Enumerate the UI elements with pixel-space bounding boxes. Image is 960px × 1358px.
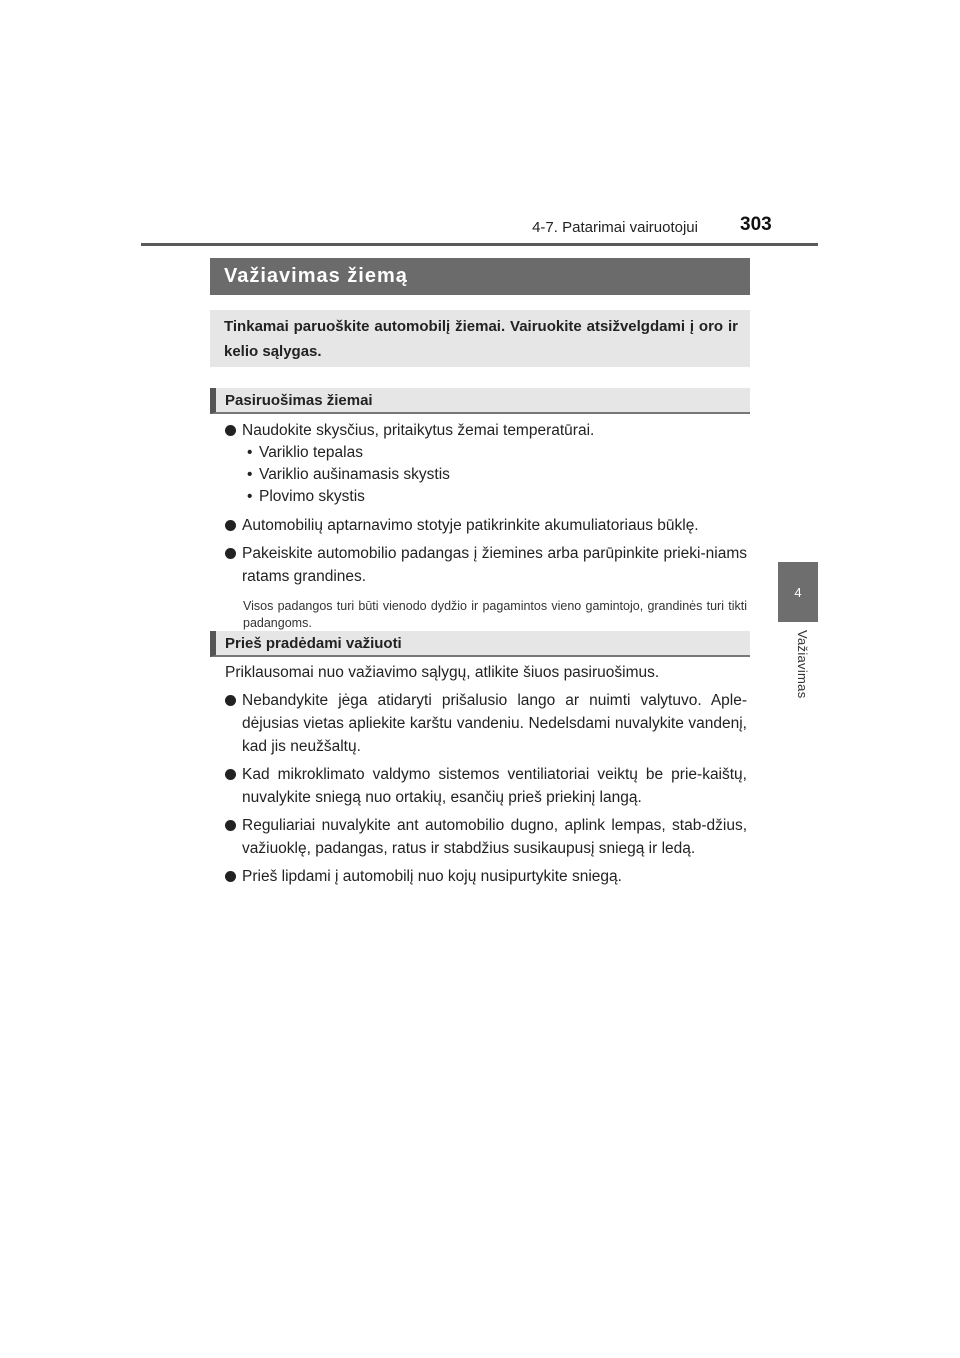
note-text: Visos padangos turi būti vienodo dydžio ir pagamintos vieno gamintojo, grandinės turi tikti padangoms. xyxy=(243,599,747,630)
list-item-text: Nebandykite jėga atidaryti prišalusio lango ar nuimti valytuvo. Aple-dėjusias vietas apliekite karštu vandeniu. Nedelsdami nuvalykite vandenį, kad jis neužšaltų. xyxy=(242,692,747,755)
chapter-tab-label: Važiavimas xyxy=(795,630,810,699)
list-item-text: Naudokite skysčius, pritaikytus žemai temperatūrai. xyxy=(242,422,595,439)
page-title: Važiavimas žiemą xyxy=(210,258,750,295)
bullet-dot xyxy=(225,871,236,882)
sub-list-item xyxy=(210,442,747,464)
list-item xyxy=(210,763,747,809)
page-header-section: 4-7. Patarimai vairuotojui xyxy=(532,219,698,236)
intro-panel: Tinkamai paruoškite automobilį žiemai. Vairuokite atsižvelgdami į oro ir kelio sąlygas. xyxy=(210,310,750,367)
bullet-dot xyxy=(225,548,236,559)
sub-list-item xyxy=(210,464,747,486)
page-number: 303 xyxy=(740,214,772,235)
list-item xyxy=(210,689,747,758)
list-item-text: Automobilių aptarnavimo stotyje patikrinkite akumuliatoriaus būklę. xyxy=(242,517,699,534)
winter-prep-content xyxy=(210,419,747,632)
bullet-dot xyxy=(225,820,236,831)
bullet-dot xyxy=(225,425,236,436)
lead-text: Priklausomai nuo važiavimo sąlygų, atlikite šiuos pasiruošimus. xyxy=(225,664,660,681)
list-item xyxy=(210,514,747,537)
sub-bullet-dot: • xyxy=(247,466,253,483)
list-item-text: Pakeiskite automobilio padangas į žiemines arba parūpinkite prieki-niams ratams grandines. xyxy=(242,545,747,585)
list-item-text: Kad mikroklimato valdymo sistemos ventiliatoriai veiktų be prie-kaištų, nuvalykite sniegą nuo ortakių, esančių prieš priekinį langą. xyxy=(242,766,747,806)
sub-bullet-dot: • xyxy=(247,488,253,505)
section-heading-label: Pasiruošimas žiemai xyxy=(225,391,373,409)
bullet-dot xyxy=(225,695,236,706)
chapter-tab xyxy=(778,562,818,622)
section-heading-winter-prep xyxy=(210,388,750,414)
sub-list-item-text: Plovimo skystis xyxy=(259,488,365,505)
list-item xyxy=(210,814,747,860)
chapter-tab-number: 4 xyxy=(794,584,802,600)
bullet-dot xyxy=(225,520,236,531)
sub-list-item-text: Variklio aušinamasis skystis xyxy=(259,466,450,483)
section-heading-label: Prieš pradėdami važiuoti xyxy=(225,634,402,652)
sub-list-item-text: Variklio tepalas xyxy=(259,444,363,461)
header-rule xyxy=(141,243,818,246)
list-item xyxy=(210,419,747,442)
list-item xyxy=(210,865,747,888)
sub-list-item xyxy=(210,486,747,508)
before-driving-content xyxy=(210,661,747,893)
list-item-text: Reguliariai nuvalykite ant automobilio dugno, aplink lempas, stab-džius, važiuoklę, padangas, ratus ir stabdžius susikaupusį sniegą ir ledą. xyxy=(242,817,747,857)
section-heading-before-driving xyxy=(210,631,750,657)
sub-bullet-dot: • xyxy=(247,444,253,461)
list-item xyxy=(210,542,747,588)
bullet-dot xyxy=(225,769,236,780)
list-item-text: Prieš lipdami į automobilį nuo kojų nusipurtykite sniegą. xyxy=(242,868,622,885)
